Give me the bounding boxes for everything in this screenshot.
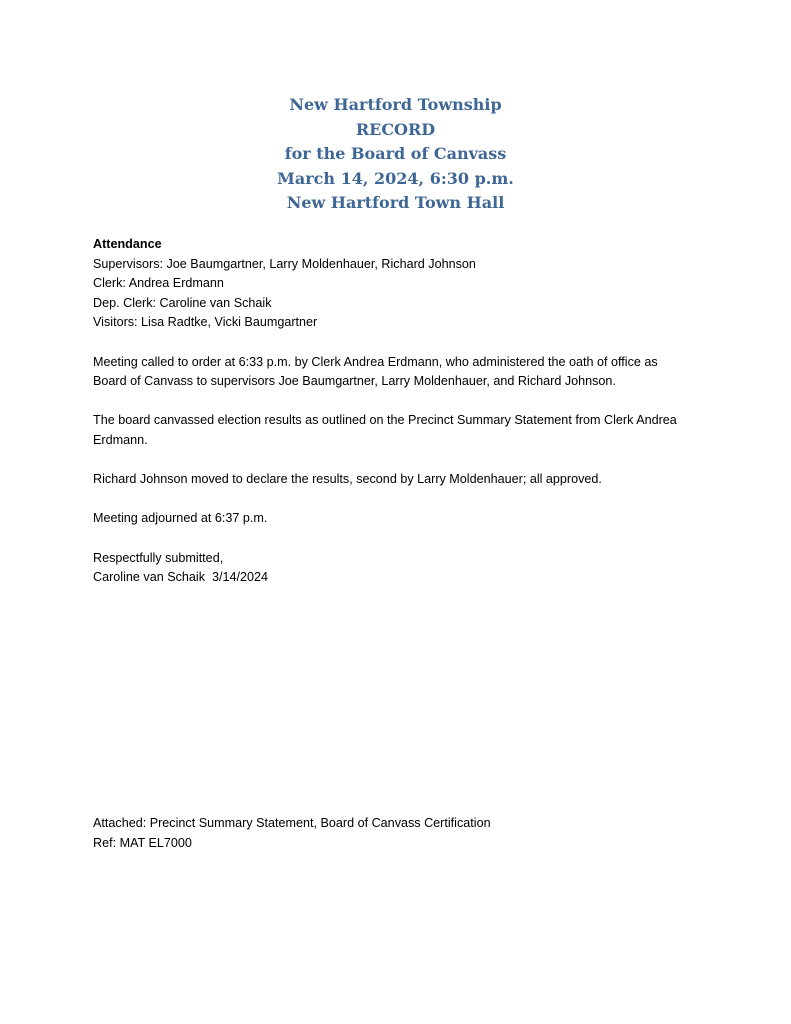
spacer: [93, 392, 713, 412]
spacer: [93, 451, 713, 471]
record-title: RECORD: [355, 119, 436, 139]
document-footer: [93, 814, 713, 853]
board-title: for the Board of Canvass: [284, 144, 507, 164]
attendance-visitors: Visitors: Lisa Radtke, Vicki Baumgartner: [93, 315, 318, 330]
attached-line: Attached: Precinct Summary Statement, Board of Canvass Certification: [93, 816, 491, 830]
canvassed-line-2: Erdmann.: [93, 432, 148, 447]
township-name: New Hartford Township: [289, 95, 502, 114]
attendance-dep-clerk: Dep. Clerk: Caroline van Schaik: [93, 295, 272, 310]
attendance-clerk: Clerk: Andrea Erdmann: [93, 276, 224, 291]
spacer: [93, 333, 713, 353]
closing-line: Respectfully submitted,: [93, 550, 224, 565]
called-to-order-line-1: Meeting called to order at 6:33 p.m. by Clerk Andrea Erdmann, who administered the oath of office as: [93, 354, 658, 369]
spacer: [93, 529, 713, 549]
meeting-location: New Hartford Town Hall: [286, 193, 505, 213]
called-to-order-line-2: Board of Canvass to supervisors Joe Baumgartner, Larry Moldenhauer, and Richard Johnson.: [93, 374, 616, 389]
adjourned-paragraph: Meeting adjourned at 6:37 p.m.: [93, 511, 268, 526]
document-header: [0, 93, 791, 216]
signature-line: Caroline van Schaik 3/14/2024: [93, 570, 269, 585]
canvassed-line-1: The board canvassed election results as outlined on the Precinct Summary Statement from Clerk Andrea: [93, 413, 677, 428]
motion-paragraph: Richard Johnson moved to declare the results, second by Larry Moldenhauer; all approved.: [93, 472, 602, 487]
spacer: [93, 490, 713, 510]
meeting-date: March 14, 2024, 6:30 p.m.: [277, 168, 514, 188]
attendance-supervisors: Supervisors: Joe Baumgartner, Larry Moldenhauer, Richard Johnson: [93, 256, 476, 271]
attendance-heading: Attendance: [93, 237, 162, 251]
reference-line: Ref: MAT EL7000: [93, 835, 192, 850]
document-body: [93, 235, 713, 588]
